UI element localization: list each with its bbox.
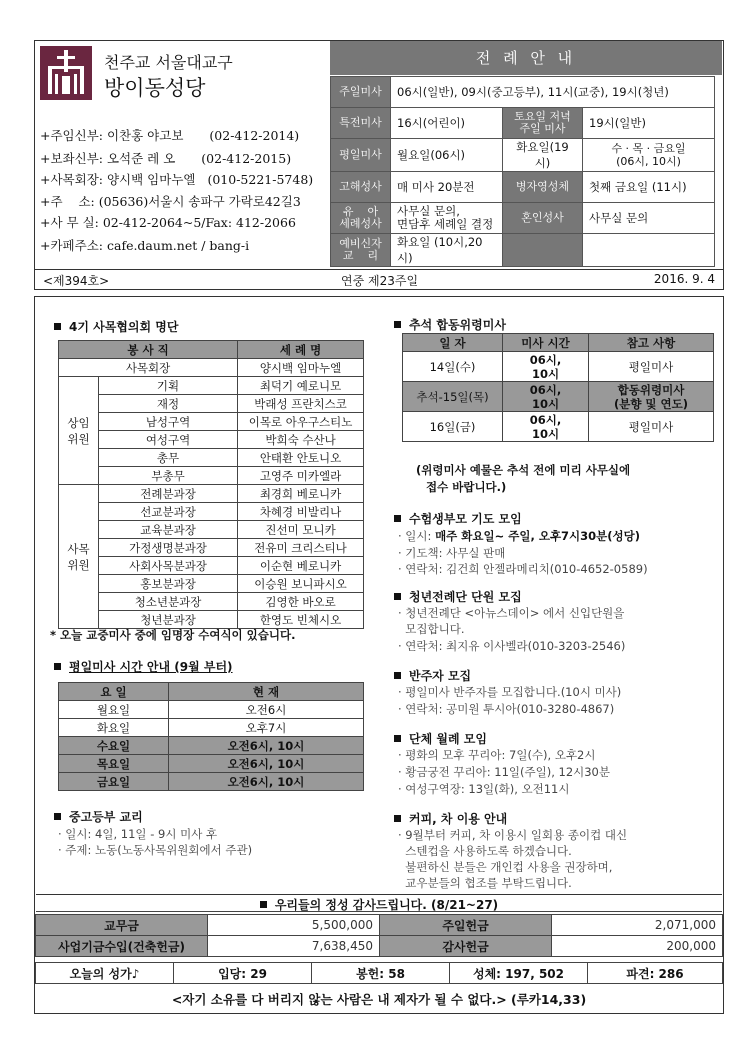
youth-topic: · 주제: 노동(노동사목위원회에서 주관) — [58, 843, 253, 857]
square-bullet-icon — [394, 815, 401, 822]
finance-title: 우리들의 정성 감사드립니다. (8/21~27) — [36, 894, 722, 912]
council-table: 봉 사 직 세 례 명 사목회장 양시백 임마누엘 상임 위원 기획 최덕기 예로니모 재정 박래성 프란치스코 남성구역 이목로 아우구스티노 여성구역 박희숙 수산나 총무 안태환 안토니오 부총무 고영주 미카엘라 사목 위원 전례분과장 최경희 베로니카 선교분과장 차혜경 비발리나 교육분과장 진선미 모니카 가정생명분과장 전유미 크리스티나 사회사목분과장 이순현 베로니카 홍보분과장 이승원 보니파시오 청소년분과장 김영한 바오로 청년분과장 한영도 빈체시오 — [58, 340, 364, 629]
rosary-contact: · 연락처: 김건희 안젤라메리치(010-4652-0589) — [398, 562, 648, 576]
choir-title: 청년전례단 단원 모집 — [394, 588, 522, 605]
hymn-stats-table: 오늘의 성가♪ 입당: 29 봉헌: 58 성체: 197, 502 파견: 286 — [35, 962, 723, 984]
rosary-schedule: · 일시: 매주 화요일~ 주일, 오후7시30분(성당) — [398, 529, 641, 543]
coffee-line-1: · 9월부터 커피, 차 이용시 일회용 종이컵 대신 — [398, 828, 628, 842]
church-logo-icon — [40, 46, 92, 100]
weekday-mass-table: 요 일 현 재 월요일 오전6시 화요일 오후7시 수요일 오전6시, 10시 목요일 오전6시, 10시 금요일 오전6시, 10시 — [58, 682, 364, 791]
square-bullet-icon — [54, 663, 61, 670]
choir-line-2: 모집합니다. — [398, 622, 465, 636]
address-info: +주 소: (05636)서울시 송파구 가락로42길3 — [40, 194, 301, 209]
memorial-note-1: (위령미사 예물은 추석 전에 미리 사무실에 — [416, 463, 631, 477]
memorial-note-2: 접수 바랍니다.) — [426, 480, 507, 494]
memorial-title: 추석 합동위령미사 — [394, 316, 506, 333]
organist-contact: · 연락처: 공미원 투시아(010-3280-4867) — [398, 702, 615, 716]
scripture-quote: <자기 소유를 다 버리지 않는 사람은 내 제자가 될 수 없다.> (루카14,33) — [171, 992, 587, 1007]
assistant-pastor-info: +보좌신부: 오석준 레 오 (02-412-2015) — [40, 151, 292, 166]
groups-line-2: · 황금궁전 꾸리아: 11일(주일), 12시30분 — [398, 765, 610, 779]
square-bullet-icon — [260, 901, 267, 908]
memorial-table: 일 자 미사 시간 참고 사항 14일(수) 06시, 10시 평일미사 추석-15일(목) 06시, 10시 합동위령미사 (분향 및 연도) 16일(금) 06시, 10시 평일미사 — [402, 333, 714, 442]
square-bullet-icon — [54, 323, 61, 330]
ceremony-note: * 오늘 교중미사 중에 임명장 수여식이 있습니다. — [50, 628, 296, 642]
issue-number: <제394호> — [43, 274, 110, 288]
council-title: 4기 사목협의회 명단 — [54, 318, 178, 335]
coffee-line-2: 스텐컵을 사용하도록 하겠습니다. — [398, 844, 572, 858]
choir-line-1: · 청년전례단 <아뉴스데이> 에서 신입단원을 — [398, 606, 625, 620]
square-bullet-icon — [54, 813, 61, 820]
issue-bar — [34, 270, 724, 290]
weekday-mass-title: 평일미사 시간 안내 (9월 부터) — [54, 658, 233, 675]
pastor-info: +주임신부: 이찬홍 야고보 (02-412-2014) — [40, 128, 300, 143]
coffee-line-4: 교우분들의 협조를 부탁드립니다. — [398, 876, 572, 890]
square-bullet-icon — [394, 672, 401, 679]
issue-date: 2016. 9. 4 — [653, 272, 715, 286]
rosary-title: 수험생부모 기도 모임 — [394, 510, 522, 527]
diocese-name: 천주교 서울대교구 — [104, 53, 233, 72]
choir-contact: · 연락처: 최지유 이사벨라(010-3203-2546) — [398, 639, 626, 653]
rosary-book: · 기도책: 사무실 판매 — [398, 546, 506, 560]
liturgical-week: 연중 제23주일 — [341, 274, 419, 288]
finance-table: 교무금 5,500,000 주일헌금 2,071,000 사업기금수입(건축헌금) 7,638,450 감사헌금 200,000 — [35, 914, 723, 957]
groups-line-1: · 평화의 모후 꾸리아: 7일(수), 오후2시 — [398, 748, 596, 762]
organist-title: 반주자 모집 — [394, 667, 471, 684]
coffee-line-3: 불편하신 분들은 개인컵 사용을 권장하며, — [398, 860, 613, 874]
coffee-title: 커피, 차 이용 안내 — [394, 810, 507, 827]
square-bullet-icon — [394, 321, 401, 328]
groups-title: 단체 월례 모임 — [394, 730, 487, 747]
office-info: +사 무 실: 02-412-2064~5/Fax: 412-2066 — [40, 215, 296, 230]
worship-table: 주일미사 06시(일반), 09시(중고등부), 11시(교중), 19시(청년) 특전미사 16시(어린이) 토요일 저녁 주일 미사 19시(일반) 평일미사 월요일(06시) 화요일(19시) 수 · 목 · 금요일 (06시, 10시) 고해성사 매 미사 20분전 병자영성체 첫째 금요일 (11시) 유 아 세례성사 사무실 문의, 면담후 세례일 결정 혼인성사 사무실 문의 예비신자 교 리 화요일 (10시,20시) — [330, 76, 715, 267]
square-bullet-icon — [394, 515, 401, 522]
square-bullet-icon — [394, 593, 401, 600]
council-chair-info: +사목회장: 양시백 임마누엘 (010-5221-5748) — [40, 172, 314, 187]
groups-line-3: · 여성구역장: 13일(화), 오전11시 — [398, 782, 570, 796]
square-bullet-icon — [394, 735, 401, 742]
worship-title: 전 례 안 내 — [330, 41, 722, 75]
youth-schedule: · 일시: 4일, 11일 - 9시 미사 후 — [58, 827, 218, 841]
organist-line-1: · 평일미사 반주자를 모집합니다.(10시 미사) — [398, 685, 622, 699]
cafe-info: +카페주소: cafe.daum.net / bang-i — [40, 238, 250, 253]
parish-name: 방이동성당 — [104, 76, 206, 100]
youth-title: 중고등부 교리 — [54, 808, 143, 825]
